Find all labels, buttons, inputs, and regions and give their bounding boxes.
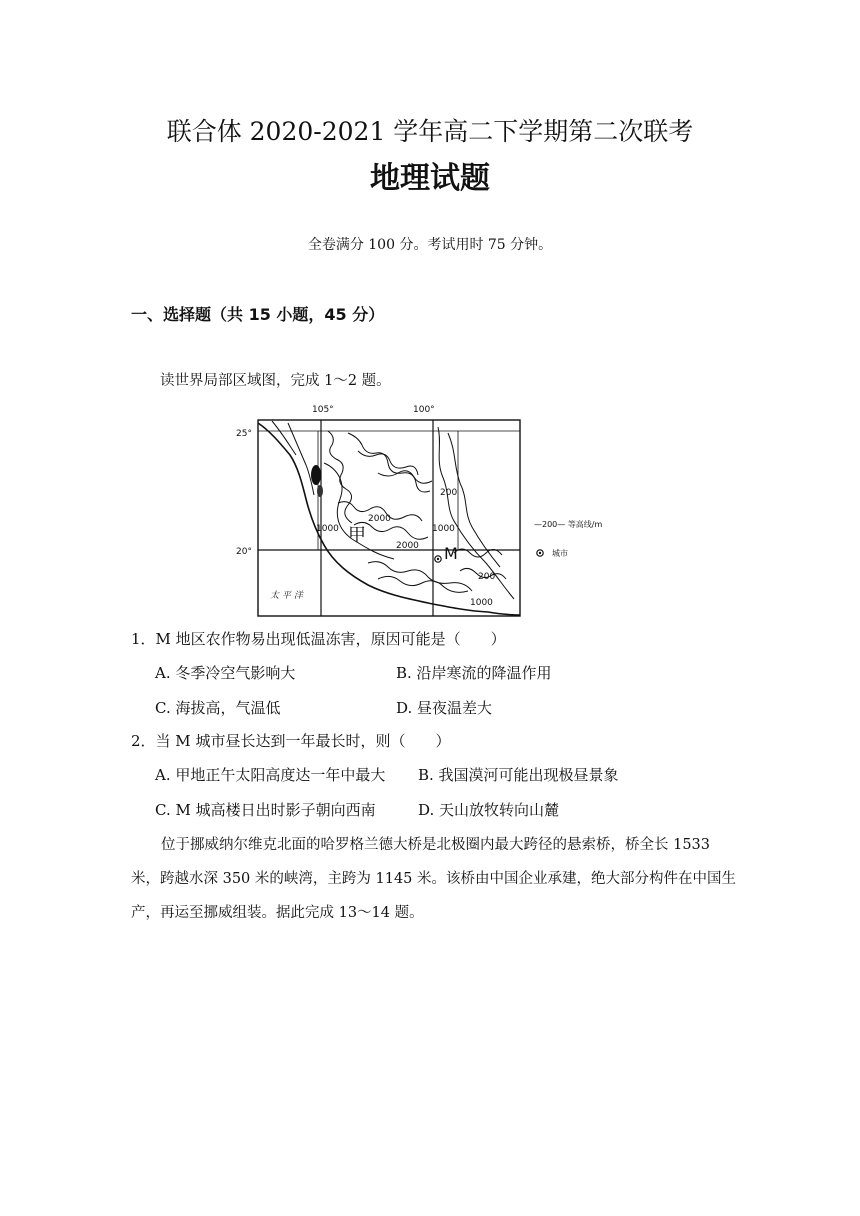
section-heading: 一、选择题（共 15 小题，45 分） — [131, 305, 385, 324]
q2-option-b: B. 我国漠河可能出现极昼景象 — [418, 766, 619, 784]
lon-label-105: 105° — [312, 405, 334, 415]
reading-passage: 位于挪威纳尔维克北面的哈罗格兰德大桥是北极圈内最大跨径的悬索桥，桥全长 1533 米，跨越水深 350 米的峡湾，主跨为 1145 米。该桥由中国企业承建，绝大部分构件在中国生产，再运至挪威组装。据此完成 13～14 题。 — [131, 837, 737, 921]
legend-city: 城市 — [552, 549, 568, 558]
contour-value: 1000 — [470, 598, 493, 608]
lat-label-25: 25° — [236, 429, 252, 439]
q1-option-b: B. 沿岸寒流的降温作用 — [396, 664, 552, 682]
q2-option-c: C. M 城高楼日出时影子朝向西南 — [155, 801, 376, 819]
region-map — [228, 403, 618, 618]
q2-option-d: D. 天山放牧转向山麓 — [418, 801, 560, 819]
question-1-stem: 1．M 地区农作物易出现低温冻害，原因可能是（ ） — [131, 630, 506, 648]
lon-label-100: 100° — [413, 405, 435, 415]
q1-option-a: A. 冬季冷空气影响大 — [155, 664, 296, 682]
contour-value: 200 — [440, 488, 458, 498]
contour-map-figure — [228, 403, 618, 618]
q2-option-a: A. 甲地正午太阳高度达一年中最大 — [155, 766, 386, 784]
contour-value: 1000 — [316, 524, 339, 534]
exam-note: 全卷满分 100 分。考试用时 75 分钟。 — [307, 237, 553, 253]
q1-option-c: C. 海拔高，气温低 — [155, 699, 281, 717]
lat-label-20: 20° — [236, 547, 252, 557]
subject-title: 地理试题 — [370, 161, 490, 196]
contour-value: 2000 — [396, 541, 419, 551]
exam-title: 联合体 2020-2021 学年高二下学期第二次联考 — [166, 117, 694, 146]
question-2-stem: 2．当 M 城市昼长达到一年最长时，则（ ） — [131, 732, 451, 750]
contour-value: 200 — [478, 572, 496, 582]
intro-text: 读世界局部区域图，完成 1～2 题。 — [160, 373, 391, 389]
contour-value: 1000 — [432, 524, 455, 534]
region-m: M — [444, 544, 458, 563]
ocean-label: 太 平 洋 — [270, 591, 303, 601]
contour-value: 2000 — [368, 514, 391, 524]
legend-contour: —200— 等高线/m — [534, 520, 603, 529]
region-jia: 甲 — [348, 525, 366, 546]
q1-option-d: D. 昼夜温差大 — [396, 699, 493, 717]
